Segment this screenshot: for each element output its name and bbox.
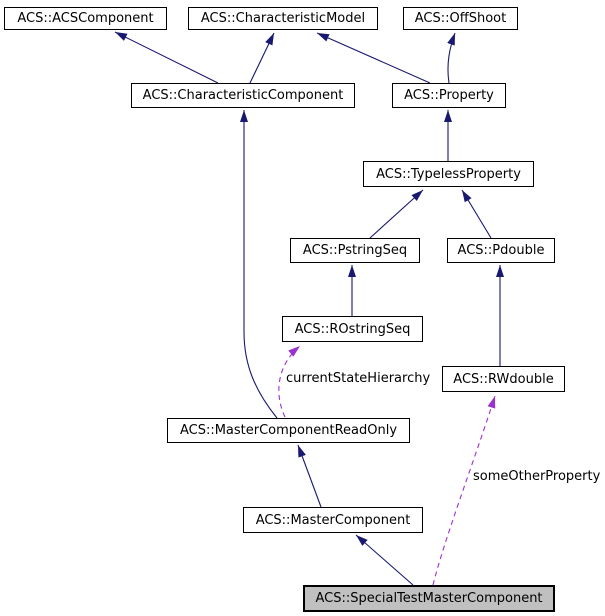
class-name: ACS::MasterComponentReadOnly (179, 423, 398, 438)
class-name: ACS::Property (404, 88, 494, 103)
edge-mastercomponentreadonly-to-characteristiccomponent (244, 110, 277, 418)
edge-property-to-characteristicmodel (317, 33, 430, 83)
class-node-characteristicmodel[interactable] (188, 7, 378, 30)
class-name: ACS::SpecialTestMasterComponent (315, 591, 543, 606)
edge-characteristiccomponent-to-characteristicmodel (250, 33, 274, 83)
edge-pstringseq-to-typelessproperty (370, 190, 423, 238)
class-name: ACS::Pdouble (457, 243, 545, 258)
class-name: ACS::CharacteristicModel (200, 11, 366, 26)
edge-specialtestmastercomponent-to-mastercomponent (356, 535, 413, 585)
edge-mastercomponent-to-mastercomponentreadonly (298, 445, 321, 507)
class-node-rostringseq[interactable] (282, 316, 423, 342)
class-name: ACS::OffShoot (414, 11, 507, 26)
edge-label-current-state-hierarchy: currentStateHierarchy (286, 371, 431, 386)
class-name: ACS::ROstringSeq (294, 321, 411, 337)
class-name: ACS::MasterComponent (255, 512, 411, 528)
edge-property-to-offshoot (448, 33, 455, 83)
class-node-pdouble[interactable] (447, 238, 555, 263)
class-name: ACS::CharacteristicComponent (142, 88, 344, 103)
class-node-rwdouble[interactable] (442, 366, 565, 392)
class-name: ACS::PstringSeq (302, 243, 408, 258)
edge-label-some-other-property: someOtherProperty (473, 469, 601, 484)
class-name: ACS::TypelessProperty (376, 166, 521, 182)
edge-someotherproperty (433, 396, 495, 585)
class-node-mastercomponentreadonly[interactable] (167, 418, 410, 443)
class-node-characteristiccomponent[interactable] (131, 83, 355, 108)
class-node-acscomponent[interactable] (4, 7, 167, 30)
class-name: ACS::ACSComponent (17, 11, 154, 26)
class-node-mastercomponent[interactable] (243, 507, 423, 533)
edge-pdouble-to-typelessproperty (462, 190, 491, 238)
edge-characteristiccomponent-to-acscomponent (115, 32, 218, 83)
class-node-specialtestmastercomponent (303, 585, 555, 612)
class-name: ACS::RWdouble (453, 371, 554, 387)
class-node-offshoot[interactable] (403, 7, 518, 30)
class-node-pstringseq[interactable] (290, 238, 420, 263)
class-node-typelessproperty[interactable] (363, 161, 534, 187)
class-node-property[interactable] (392, 83, 506, 108)
